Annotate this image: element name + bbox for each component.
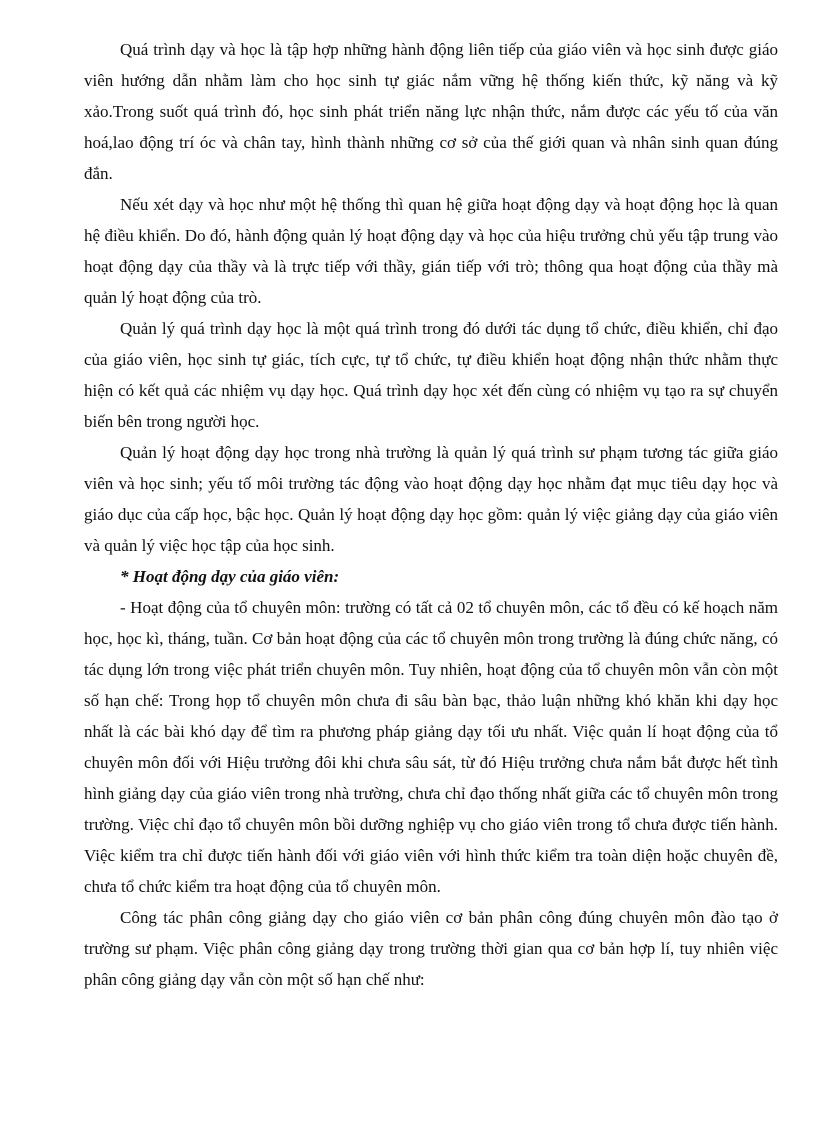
paragraph-teaching-management: Quản lý quá trình dạy học là một quá trình trong đó dưới tác dụng tổ chức, điều khiển, chỉ đạo của giáo viên, học sinh tự giác, tích cực, tự tổ chức, tự điều khiển hoạt động nhận thức nhằm thực hiện có kết quả các nhiệm vụ dạy học. Quá trình dạy học xét đến cùng có nhiệm vụ tạo ra sự chuyển biến bên trong người học. [84,319,778,431]
paragraph-school-management: Quản lý hoạt động dạy học trong nhà trường là quản lý quá trình sư phạm tương tác giữa giáo viên và học sinh; yếu tố môi trường tác động vào hoạt động dạy học nhằm đạt mục tiêu dạy học và giáo dục của cấp học, bậc học. Quản lý hoạt động dạy học gồm: quản lý việc giảng dạy của giáo viên và quản lý việc học tập của học sinh. [84,443,778,555]
paragraph-teaching-system: Nếu xét dạy và học như một hệ thống thì quan hệ giữa hoạt động dạy và hoạt động học là quan hệ điều khiển. Do đó, hành động quản lý hoạt động dạy và học của hiệu trưởng chủ yếu tập trung vào hoạt động dạy của thầy và là trực tiếp với thầy, gián tiếp với trò; thông qua hoạt động của thầy mà quản lý hoạt động của trò. [84,195,778,307]
paragraph-teaching-process: Quá trình dạy và học là tập hợp những hành động liên tiếp của giáo viên và học sinh được giáo viên hướng dẫn nhằm làm cho học sinh tự giác nắm vững hệ thống kiến thức, kỹ năng và kỹ xảo.Trong suốt quá trình đó, học sinh phát triển năng lực nhận thức, nắm được các yếu tố của văn hoá,lao động trí óc và chân tay, hình thành những cơ sở của thế giới quan và nhân sinh quan đúng đắn. [84,40,778,183]
paragraph-professional-group: - Hoạt động của tổ chuyên môn: trường có tất cả 02 tổ chuyên môn, các tổ đều có kế hoạch năm học, học kì, tháng, tuần. Cơ bản hoạt động của các tổ chuyên môn trong trường là đúng chức năng, có tác dụng lớn trong việc phát triển chuyên môn. Tuy nhiên, hoạt động của tổ chuyên môn vẫn còn một số hạn chế: Trong họp tổ chuyên môn chưa đi sâu bàn bạc, thảo luận những khó khăn khi dạy học nhất là các bài khó dạy để tìm ra phương pháp giảng dạy tối ưu nhất. Việc quản lí hoạt động của tổ chuyên môn đối với Hiệu trưởng đôi khi chưa sâu sát, từ đó Hiệu trưởng chưa nắm bắt được hết tình hình giảng dạy của giáo viên trong nhà trường, chưa chỉ đạo thống nhất giữa các tổ chuyên môn trong trường. Việc chỉ đạo tổ chuyên môn bồi dưỡng nghiệp vụ cho giáo viên trong tổ chưa được tiến hành. Việc kiểm tra chỉ được tiến hành đối với giáo viên với hình thức kiểm tra toàn diện hoặc chuyên đề, chưa tổ chức kiểm tra hoạt động của tổ chuyên môn. [84,598,778,896]
section-heading-teacher-activity: * Hoạt động dạy của giáo viên: [120,567,340,586]
paragraph-teaching-assignment: Công tác phân công giảng dạy cho giáo viên cơ bản phân công đúng chuyên môn đào tạo ở trường sư phạm. Việc phân công giảng dạy trong trường thời gian qua cơ bản hợp lí, tuy nhiên việc phân công giảng dạy vẫn còn một số hạn chế như: [84,908,778,989]
